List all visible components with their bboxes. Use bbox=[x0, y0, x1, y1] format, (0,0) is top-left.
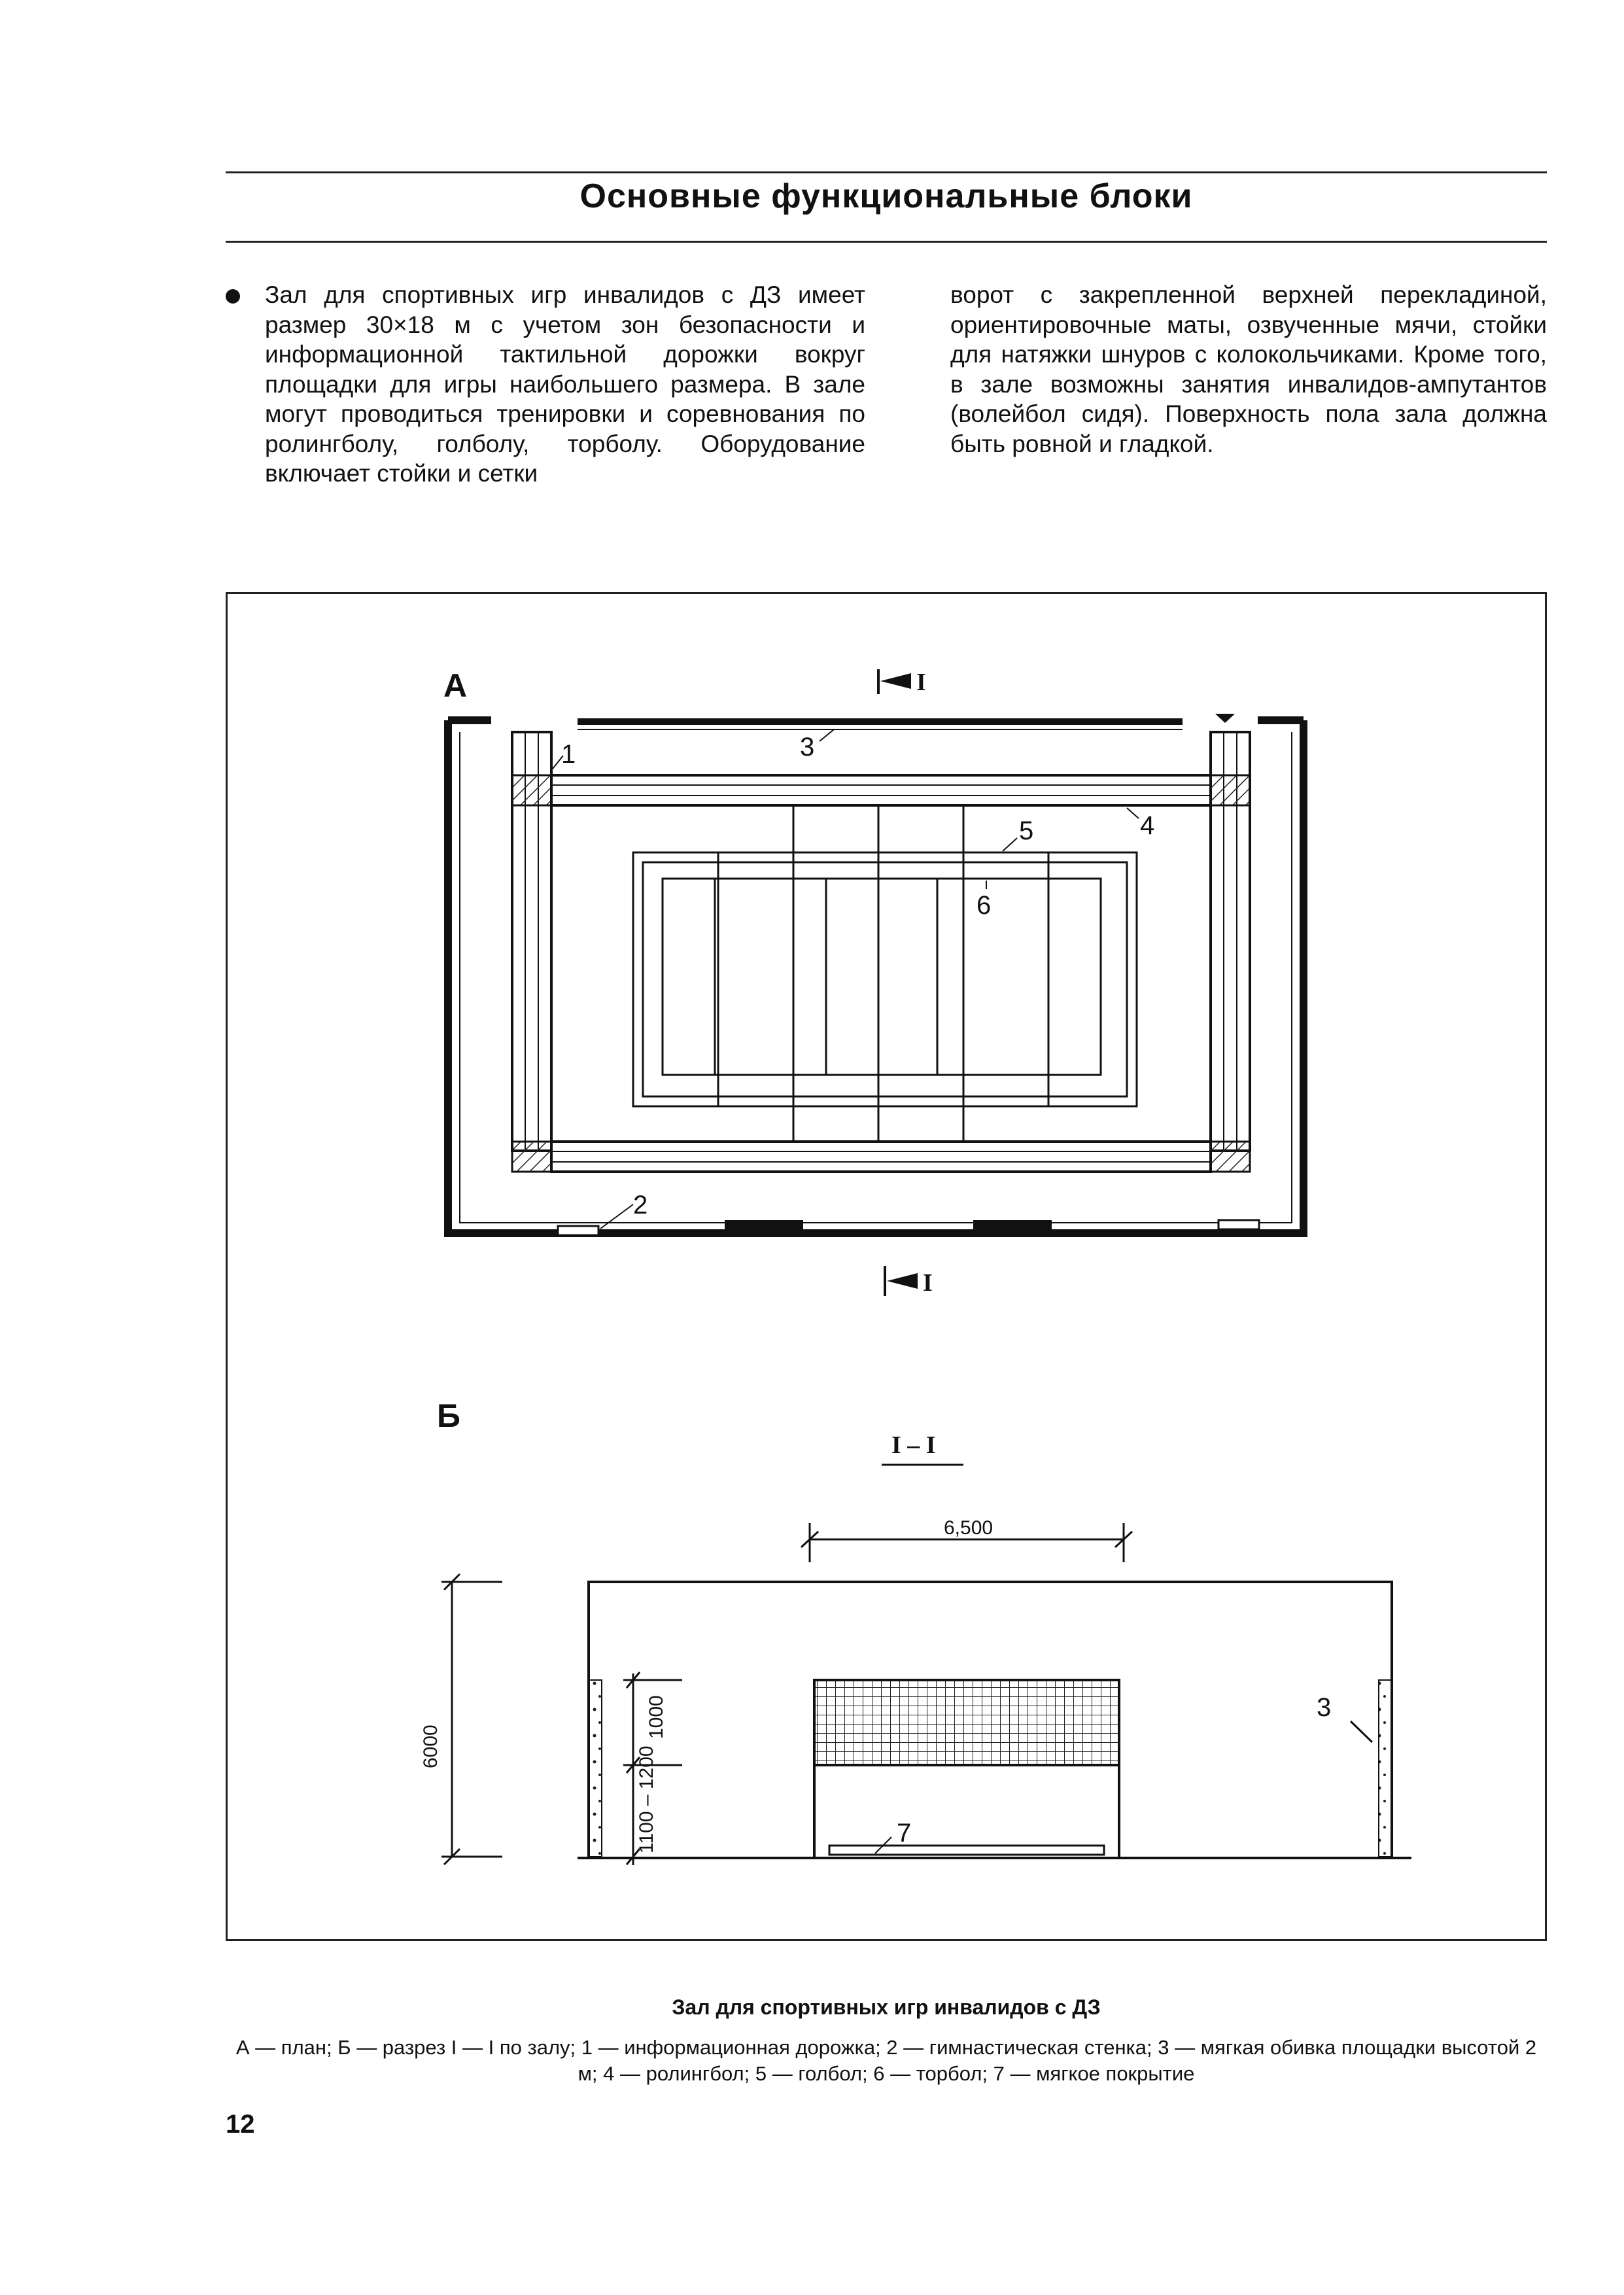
svg-text:4: 4 bbox=[1140, 811, 1155, 840]
hatched-corners bbox=[512, 775, 1250, 1172]
figure-caption-legend: А — план; Б — разрез I — I по залу; 1 — информационная дорожка; 2 — гимнастическая стенка; 3 — мягкая обивка площадки высотой 2 м; 4 — ролингбол; 5 — голбол; 6 — торбол; 7 — мягкое покрытие bbox=[235, 2036, 1537, 2085]
svg-text:I: I bbox=[916, 669, 926, 696]
svg-text:5: 5 bbox=[1019, 816, 1034, 845]
plan-callout-6 bbox=[976, 881, 991, 920]
svg-text:I: I bbox=[923, 1269, 933, 1297]
plan-label: А bbox=[443, 667, 468, 704]
header-top-rule bbox=[226, 171, 1547, 173]
intro-text-right: ворот с закрепленной верхней перекладиной, ориентировочные маты, озвученные мячи, стойки для натяжки шнуров с колокольчиками. Кроме того, в зале возможны занятия инвалидов-ампутантов (волейбол сидя). Поверхность пола зала должна быть ровной и гладкой. bbox=[950, 281, 1547, 457]
goalball-court bbox=[633, 852, 1137, 1106]
svg-text:7: 7 bbox=[897, 1819, 912, 1848]
plan-callout-5 bbox=[1003, 816, 1033, 851]
svg-text:3: 3 bbox=[1317, 1693, 1332, 1722]
section-callout-3 bbox=[1317, 1693, 1372, 1742]
section-marker-bottom bbox=[885, 1266, 933, 1297]
width-dimension-label: 6,500 bbox=[944, 1517, 993, 1539]
figure-frame bbox=[226, 592, 1547, 1941]
page-number: 12 bbox=[226, 2110, 255, 2139]
height-dimension bbox=[441, 1574, 502, 1865]
svg-text:2: 2 bbox=[633, 1191, 648, 1219]
figure-caption-title: Зал для спортивных игр инвалидов с ДЗ bbox=[672, 1995, 1101, 2019]
entrance-marker bbox=[1215, 714, 1235, 723]
section-label: Б bbox=[437, 1397, 460, 1434]
section-title bbox=[882, 1431, 963, 1465]
soft-mat bbox=[829, 1846, 1104, 1855]
torball-court bbox=[663, 879, 1101, 1075]
padding-right bbox=[1379, 1680, 1392, 1857]
hall-walls bbox=[448, 720, 1304, 1233]
height-dimension-label: 6000 bbox=[420, 1725, 441, 1768]
goal-net bbox=[814, 1680, 1119, 1858]
plan-callout-1 bbox=[553, 740, 576, 769]
rolingball-court bbox=[551, 805, 1211, 1142]
plan-callout-3 bbox=[800, 729, 834, 762]
svg-text:3: 3 bbox=[800, 733, 815, 762]
page-title: Основные функциональные блоки bbox=[579, 177, 1193, 215]
plan-callout-4 bbox=[1127, 808, 1154, 840]
figure-drawing bbox=[228, 594, 1545, 1939]
net-height-label: 1000 bbox=[646, 1695, 667, 1739]
net-base-label: 1100 – 1200 bbox=[636, 1745, 657, 1853]
section-callout-7 bbox=[875, 1819, 911, 1853]
section-marker-top bbox=[878, 669, 926, 696]
intro-text-left: Зал для спортивных игр инвалидов с ДЗ имеет размер 30×18 м с учетом зон безопасности и информационной тактильной дорожки вокруг площадки для игры наибольшего размера. В зале могут проводиться тренировки и соревнования по ролингболу, голболу, торболу. Оборудование включает стойки и сетки bbox=[265, 281, 865, 487]
header-bottom-rule bbox=[226, 241, 1547, 243]
svg-text:1: 1 bbox=[561, 740, 576, 769]
padding-left bbox=[589, 1680, 602, 1857]
svg-text:6: 6 bbox=[976, 891, 992, 920]
svg-text:I – I: I – I bbox=[891, 1431, 936, 1459]
bullet-icon bbox=[226, 289, 240, 304]
